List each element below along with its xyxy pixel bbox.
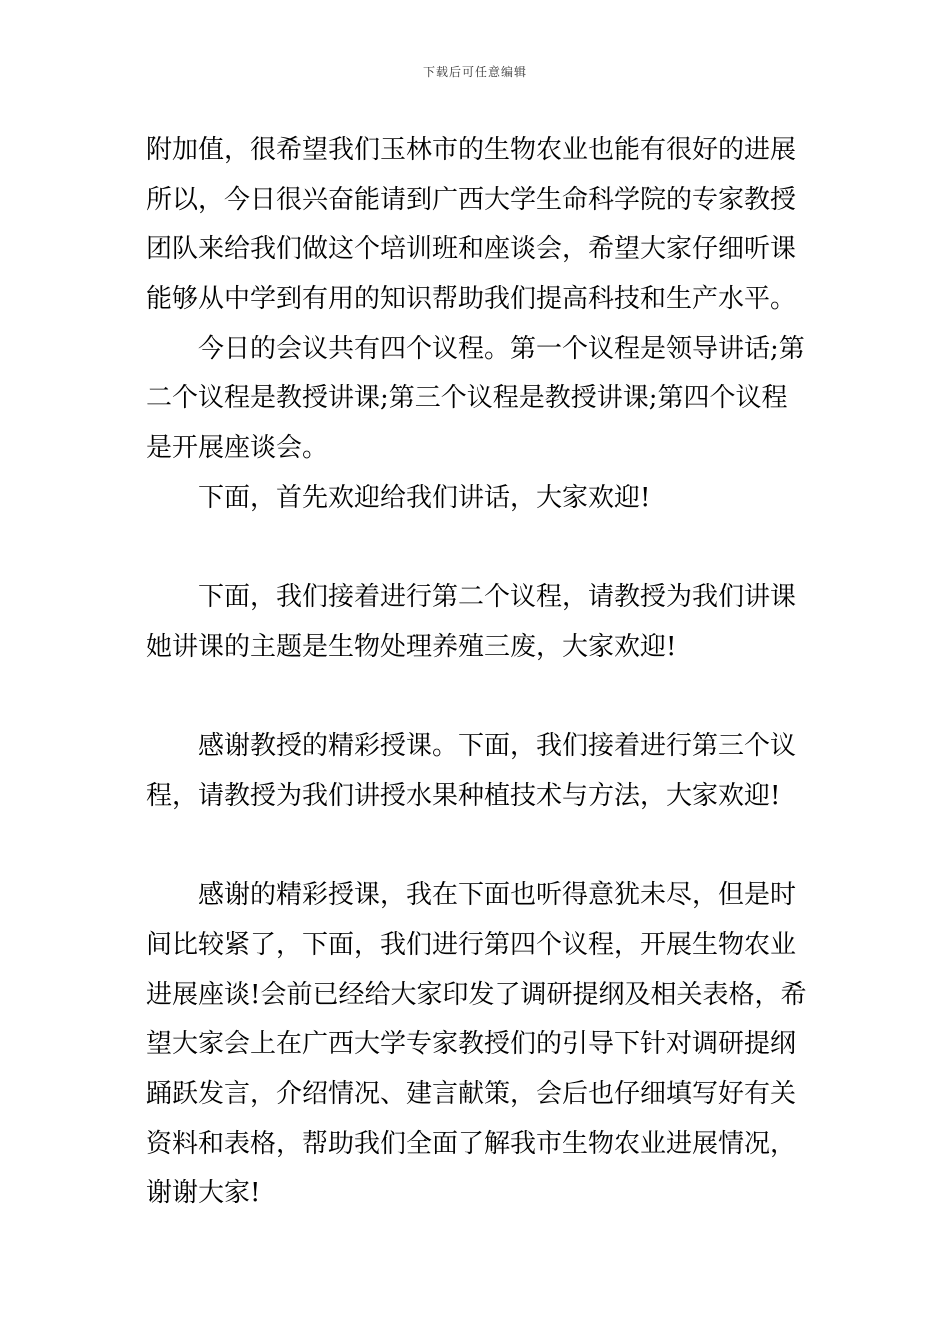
- text-line: 感谢教授的精彩授课。下面，我们接着进行第三个议: [198, 731, 797, 762]
- blank-line: [146, 673, 810, 723]
- text-line: 程，请教授为我们讲授水果种植技术与方法，大家欢迎!: [146, 780, 781, 811]
- text-line: 间比较紧了，下面，我们进行第四个议程，开展生物农业: [146, 930, 797, 960]
- blank-line: [146, 822, 810, 872]
- text-line: 望大家会上在广西大学专家教授们的引导下针对调研提纲: [146, 1029, 797, 1060]
- text-line: 今日的会议共有四个议程。第一个议程是领导讲话;第: [198, 333, 805, 364]
- text-line: 下面，首先欢迎给我们讲话，大家欢迎!: [198, 482, 651, 513]
- text-line: 踊跃发言，介绍情况、建言献策，会后也仔细填写好有关: [146, 1079, 797, 1110]
- document-body: [146, 126, 810, 1219]
- text-line: 所以，今日很兴奋能请到广西大学生命科学院的专家教授: [146, 184, 797, 215]
- text-line: 资料和表格，帮助我们全面了解我市生物农业进展情况，: [146, 1128, 797, 1159]
- text-line: 团队来给我们做这个培训班和座谈会，希望大家仔细听课: [146, 234, 797, 265]
- text-line: 附加值，很希望我们玉林市的生物农业也能有很好的进展: [146, 135, 797, 165]
- text-line: 能够从中学到有用的知识帮助我们提高科技和生产水平。: [146, 284, 797, 315]
- text-line: 谢谢大家!: [146, 1178, 261, 1209]
- blank-line: [146, 524, 810, 574]
- text-line: 二个议程是教授讲课;第三个议程是教授讲课;第四个议程: [146, 383, 788, 414]
- page-header: 下载后可任意编辑: [422, 65, 527, 79]
- text-line: 感谢的精彩授课，我在下面也听得意犹未尽，但是时: [198, 880, 797, 911]
- text-line: 是开展座谈会。: [146, 433, 329, 464]
- text-line: 下面，我们接着进行第二个议程，请教授为我们讲课: [198, 582, 797, 613]
- text-line: 她讲课的主题是生物处理养殖三废，大家欢迎!: [146, 631, 677, 662]
- text-line: 进展座谈!会前已经给大家印发了调研提纲及相关表格，希: [146, 979, 807, 1010]
